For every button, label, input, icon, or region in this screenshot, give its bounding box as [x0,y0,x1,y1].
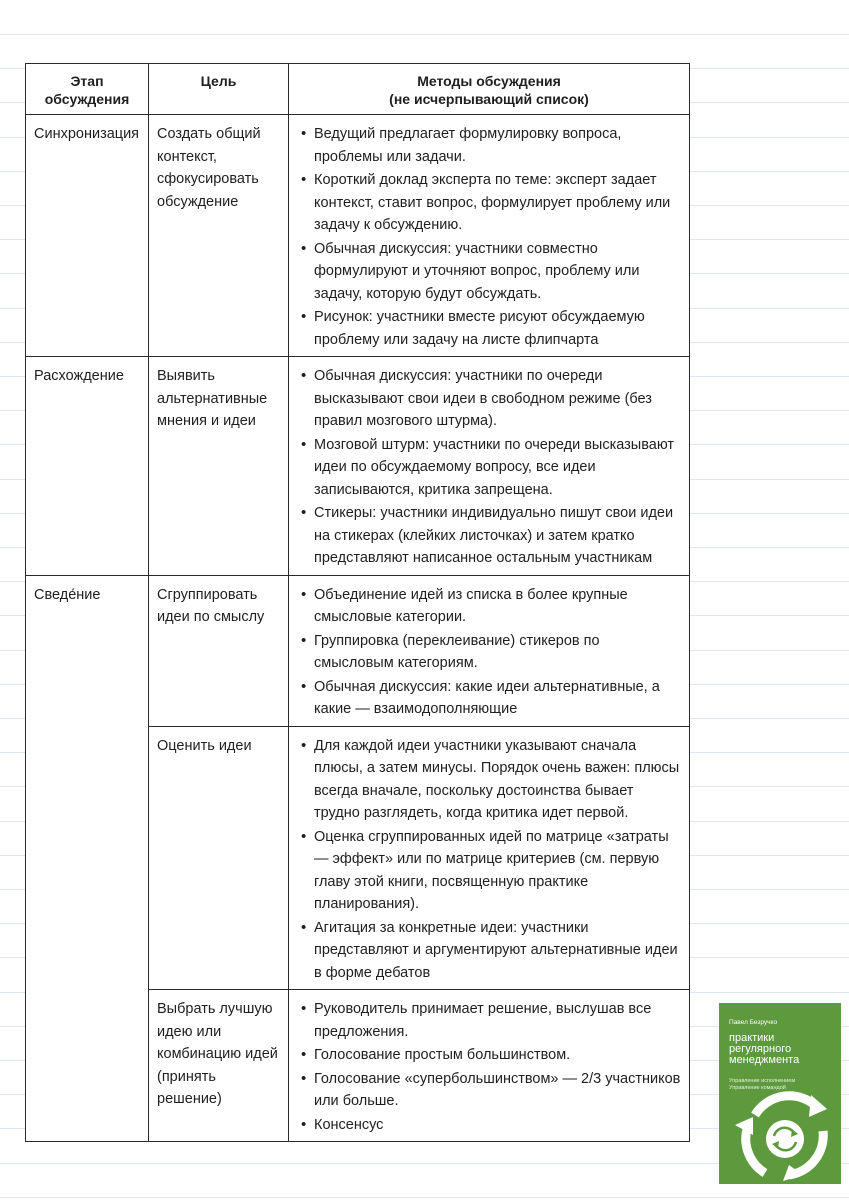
method-item: • Рисунок: участники вместе рисуют обсуждаемую проблему или задачу на листе флипчарта [297,306,683,351]
table-row-divergence [26,357,690,576]
methods-cell [289,990,690,1142]
goal-cell: Выявить альтернативные мнения и идеи [149,357,289,576]
ruled-line [0,34,849,35]
method-item: • Консенсус [297,1114,683,1137]
goal-cell: Выбрать лучшую идею или комбинацию идей (принять решение) [149,990,289,1142]
book-author: Павел Безручко [729,1019,778,1026]
table-row-sync [26,115,690,357]
stage-cell: Синхронизация [26,115,149,357]
book-subtitle-line: Управление исполнением [729,1078,796,1084]
book-title: практики регулярного менеджмента [729,1032,800,1066]
methods-cell [289,357,690,576]
goal-cell: Создать общий контекст, сфокусировать обсуждение [149,115,289,357]
table-row-convergence-group [26,575,690,726]
stage-cell: Расхождение [26,357,149,576]
book-subtitle [729,1078,835,1092]
method-item: • Обычная дискуссия: участники по очереди высказывают свои идеи в свободном режиме (без правил мозгового штурма). [297,365,683,433]
method-item: • Оценка сгруппированных идей по матрице «затраты — эффект» или по матрице критериев (см. первую главу этой книги, посвященную практике планирования). [297,826,683,916]
header-stage-line2: обсуждения [44,91,130,107]
methods-cell [289,726,690,990]
method-item: • Короткий доклад эксперта по теме: эксперт задает контекст, ставит вопрос, формулирует проблему или задачу к обсуждению. [297,169,683,237]
ruled-line [0,1197,849,1198]
header-goal: Цель [149,64,289,115]
method-item: • Голосование «супербольшинством» — 2/3 участников или больше. [297,1068,683,1113]
method-item: • Обычная дискуссия: участники совместно формулируют и уточняют вопрос, проблему или задачу, которую будут обсуждать. [297,238,683,306]
book-cover [719,1003,841,1184]
header-stage [26,64,149,115]
header-methods [289,64,690,115]
method-item: • Агитация за конкретные идеи: участники представляют и аргументируют альтернативные идеи в форме дебатов [297,917,683,985]
book-subtitle-line: Управление командой [729,1085,786,1091]
method-item: • Голосование простым большинством. [297,1044,683,1067]
goal-cell: Сгруппировать идеи по смыслу [149,575,289,726]
method-item: • Ведущий предлагает формулировку вопроса, проблемы или задачи. [297,123,683,168]
goal-cell: Оценить идеи [149,726,289,990]
method-item: • Обычная дискуссия: какие идеи альтернативные, а какие — взаимодополняющие [297,676,683,721]
header-stage-line1: Этап [70,73,104,89]
discussion-methods-table [25,63,690,1142]
method-item: • Руководитель принимает решение, выслушав все предложения. [297,998,683,1043]
method-item: • Группировка (переклеивание) стикеров по смысловым категориям. [297,630,683,675]
methods-cell [289,575,690,726]
stage-cell: Сведе́ние [26,575,149,1142]
header-row [26,64,690,115]
method-item: • Объединение идей из списка в более крупные смысловые категории. [297,584,683,629]
cycle-arrows-icon [719,1003,841,1184]
header-methods-line2: (не исчерпывающий список) [389,91,589,107]
method-item: • Мозговой штурм: участники по очереди высказывают идеи по обсуждаемому вопросу, все идеи записываются, критика запрещена. [297,434,683,502]
method-item: • Стикеры: участники индивидуально пишут свои идеи на стикерах (клейких листочках) и затем кратко представляют написанное остальным участникам [297,502,683,570]
header-methods-line1: Методы обсуждения [417,73,561,89]
method-item: • Для каждой идеи участники указывают сначала плюсы, а затем минусы. Порядок очень важен: плюсы всегда вначале, поскольку достоинства бывает трудно разглядеть, когда критика идет первой. [297,735,683,825]
methods-cell [289,115,690,357]
